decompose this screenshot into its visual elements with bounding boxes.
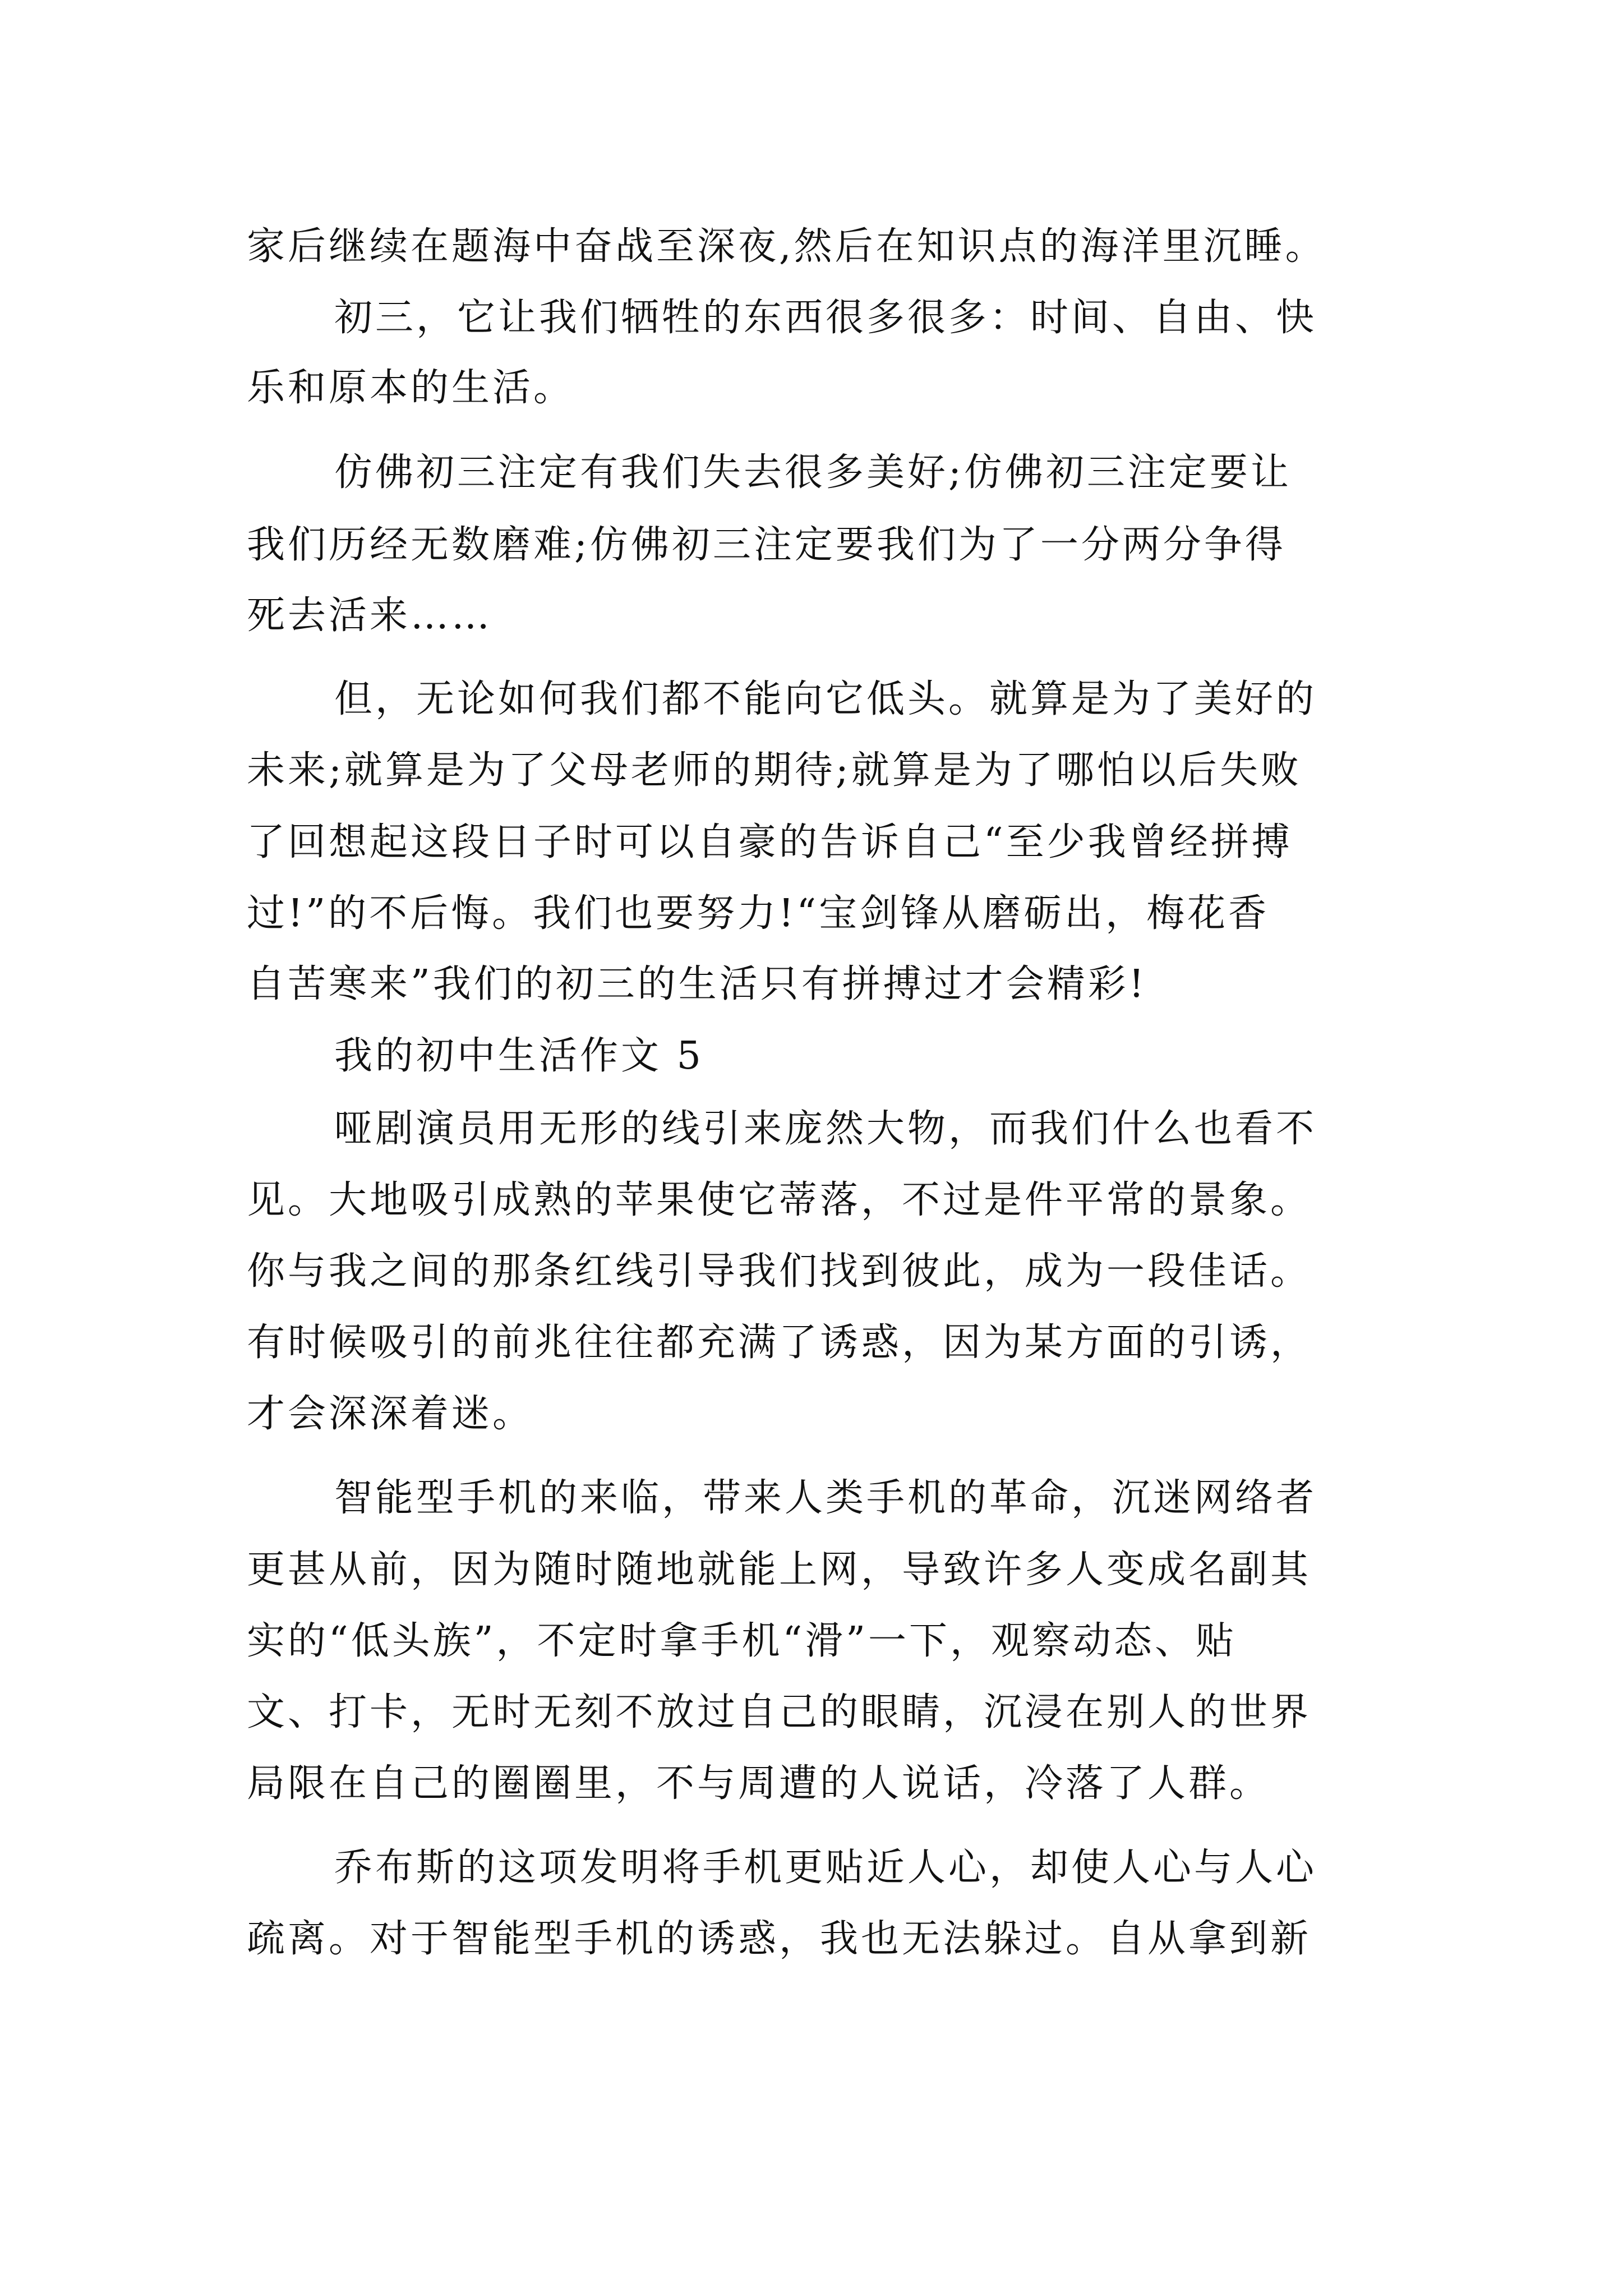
text-line: 才会深深着迷。 [247, 1392, 534, 1436]
section-heading: 我的初中生活作文 5 [334, 1034, 704, 1078]
text-line: 了回想起这段日子时可以自豪的告诉自己“至少我曾经拼搏 [247, 820, 1293, 864]
text-line: 未来;就算是为了父母老师的期待;就算是为了哪怕以后失败 [247, 748, 1302, 793]
text-line: 过!”的不后悔。我们也要努力!“宝剑锋从磨砺出，梅花香 [247, 891, 1270, 936]
paragraph-first-line: 但，无论如何我们都不能向它低头。就算是为了美好的 [334, 677, 1317, 721]
text-line: 见。大地吸引成熟的苹果使它蒂落，不过是件平常的景象。 [247, 1178, 1312, 1222]
text-line: 疏离。对于智能型手机的诱惑，我也无法躲过。自从拿到新 [247, 1917, 1312, 1961]
text-line: 死去活来…… [247, 593, 493, 638]
text-line: 局限在自己的圈圈里，不与周遭的人说话，冷落了人群。 [247, 1761, 1271, 1806]
text-line: 实的“低头族”，不定时拿手机“滑”一下，观察动态、贴 [247, 1619, 1237, 1663]
text-line: 家后继续在题海中奋战至深夜,然后在知识点的海洋里沉睡。 [247, 224, 1326, 269]
text-line: 你与我之间的那条红线引导我们找到彼此，成为一段佳话。 [247, 1249, 1312, 1294]
text-line: 有时候吸引的前兆往往都充满了诱惑，因为某方面的引诱， [247, 1320, 1312, 1365]
text-line: 自苦寒来”我们的初三的生活只有拼搏过才会精彩! [247, 962, 1147, 1006]
paragraph-first-line: 智能型手机的来临，带来人类手机的革命，沉迷网络者 [334, 1476, 1317, 1520]
text-line: 文、打卡，无时无刻不放过自己的眼睛，沉浸在别人的世界 [247, 1690, 1312, 1734]
paragraph-first-line: 仿佛初三注定有我们失去很多美好;仿佛初三注定要让 [334, 450, 1292, 495]
text-line: 我们历经无数磨难;仿佛初三注定要我们为了一分两分争得 [247, 523, 1286, 567]
text-line: 乐和原本的生活。 [247, 366, 575, 410]
paragraph-first-line: 哑剧演员用无形的线引来庞然大物，而我们什么也看不 [334, 1107, 1317, 1151]
text-line: 更甚从前，因为随时随地就能上网，导致许多人变成名副其 [247, 1548, 1312, 1592]
paragraph-first-line: 初三，它让我们牺牲的东西很多很多：时间、自由、快 [334, 296, 1317, 340]
paragraph-first-line: 乔布斯的这项发明将手机更贴近人心，却使人心与人心 [334, 1846, 1317, 1890]
